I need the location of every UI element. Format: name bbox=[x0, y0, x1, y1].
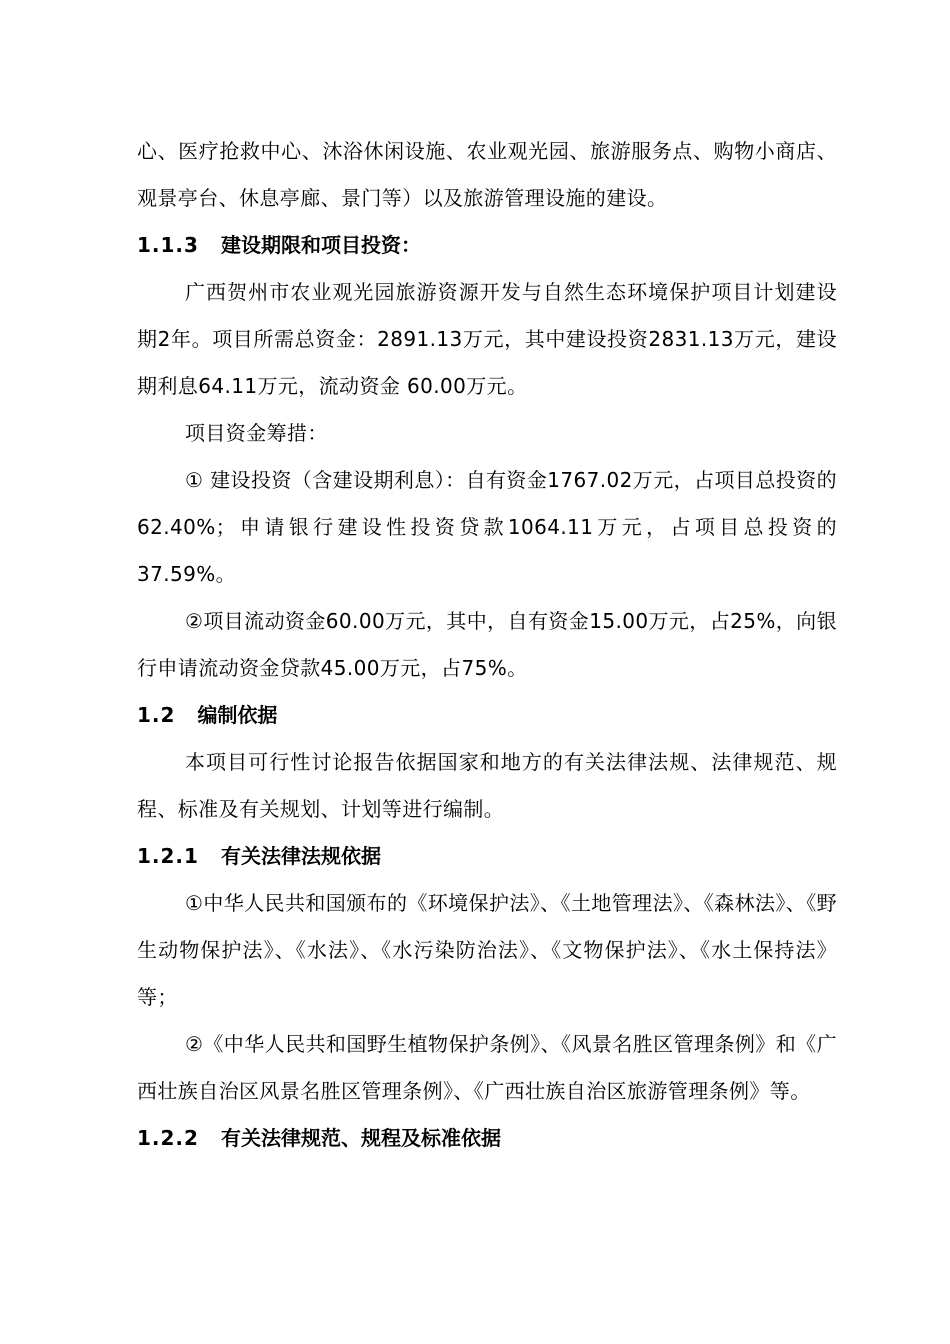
section-heading-1-2 bbox=[137, 692, 837, 739]
paragraph-facilities-continued: 心、医疗抢救中心、沐浴休闲设施、农业观光园、旅游服务点、购物小商店、观景亭台、休息亭廊、景门等）以及旅游管理设施的建设。 bbox=[137, 139, 837, 210]
paragraph-laws-item-1: ①中华人民共和国颁布的《环境保护法》、《土地管理法》、《森林法》、《野生动物保护法》、《水法》、《水污染防治法》、《文物保护法》、《水土保持法》等； bbox=[137, 891, 837, 1009]
section-title: 有关法律规范、规程及标准依据 bbox=[220, 1126, 501, 1150]
section-heading-1-2-1 bbox=[137, 833, 837, 880]
section-title: 建设期限和项目投资： bbox=[220, 233, 421, 257]
paragraph-laws-item-2: ②《中华人民共和国野生植物保护条例》、《风景名胜区管理条例》和《广西壮族自治区风景名胜区管理条例》、《广西壮族自治区旅游管理条例》等。 bbox=[137, 1032, 837, 1103]
paragraph-funding-item-2: ②项目流动资金60.00万元，其中，自有资金15.00万元，占25%，向银行申请流动资金贷款45.00万元，占75%。 bbox=[137, 609, 837, 680]
paragraph-basis: 本项目可行性讨论报告依据国家和地方的有关法律法规、法律规范、规程、标准及有关规划、计划等进行编制。 bbox=[137, 750, 837, 821]
section-heading-1-1-3 bbox=[137, 222, 837, 269]
section-number: 1.2 bbox=[137, 703, 176, 727]
paragraph-investment: 广西贺州市农业观光园旅游资源开发与自然生态环境保护项目计划建设期2年。项目所需总资金：2891.13万元，其中建设投资2831.13万元，建设期利息64.11万元，流动资金 60.00万元。 bbox=[137, 280, 837, 398]
paragraph-funding-heading: 项目资金筹措： bbox=[185, 421, 328, 445]
section-number: 1.1.3 bbox=[137, 233, 199, 257]
document-body bbox=[137, 128, 837, 1162]
section-title: 有关法律法规依据 bbox=[220, 844, 381, 868]
section-number: 1.2.2 bbox=[137, 1126, 199, 1150]
section-number: 1.2.1 bbox=[137, 844, 199, 868]
paragraph-funding-item-1: ① 建设投资（含建设期利息）：自有资金1767.02万元，占项目总投资的62.40%；申请银行建设性投资贷款1064.11万元，占项目总投资的37.59%。 bbox=[137, 468, 837, 586]
section-title: 编制依据 bbox=[197, 703, 278, 727]
section-heading-1-2-2 bbox=[137, 1115, 837, 1162]
